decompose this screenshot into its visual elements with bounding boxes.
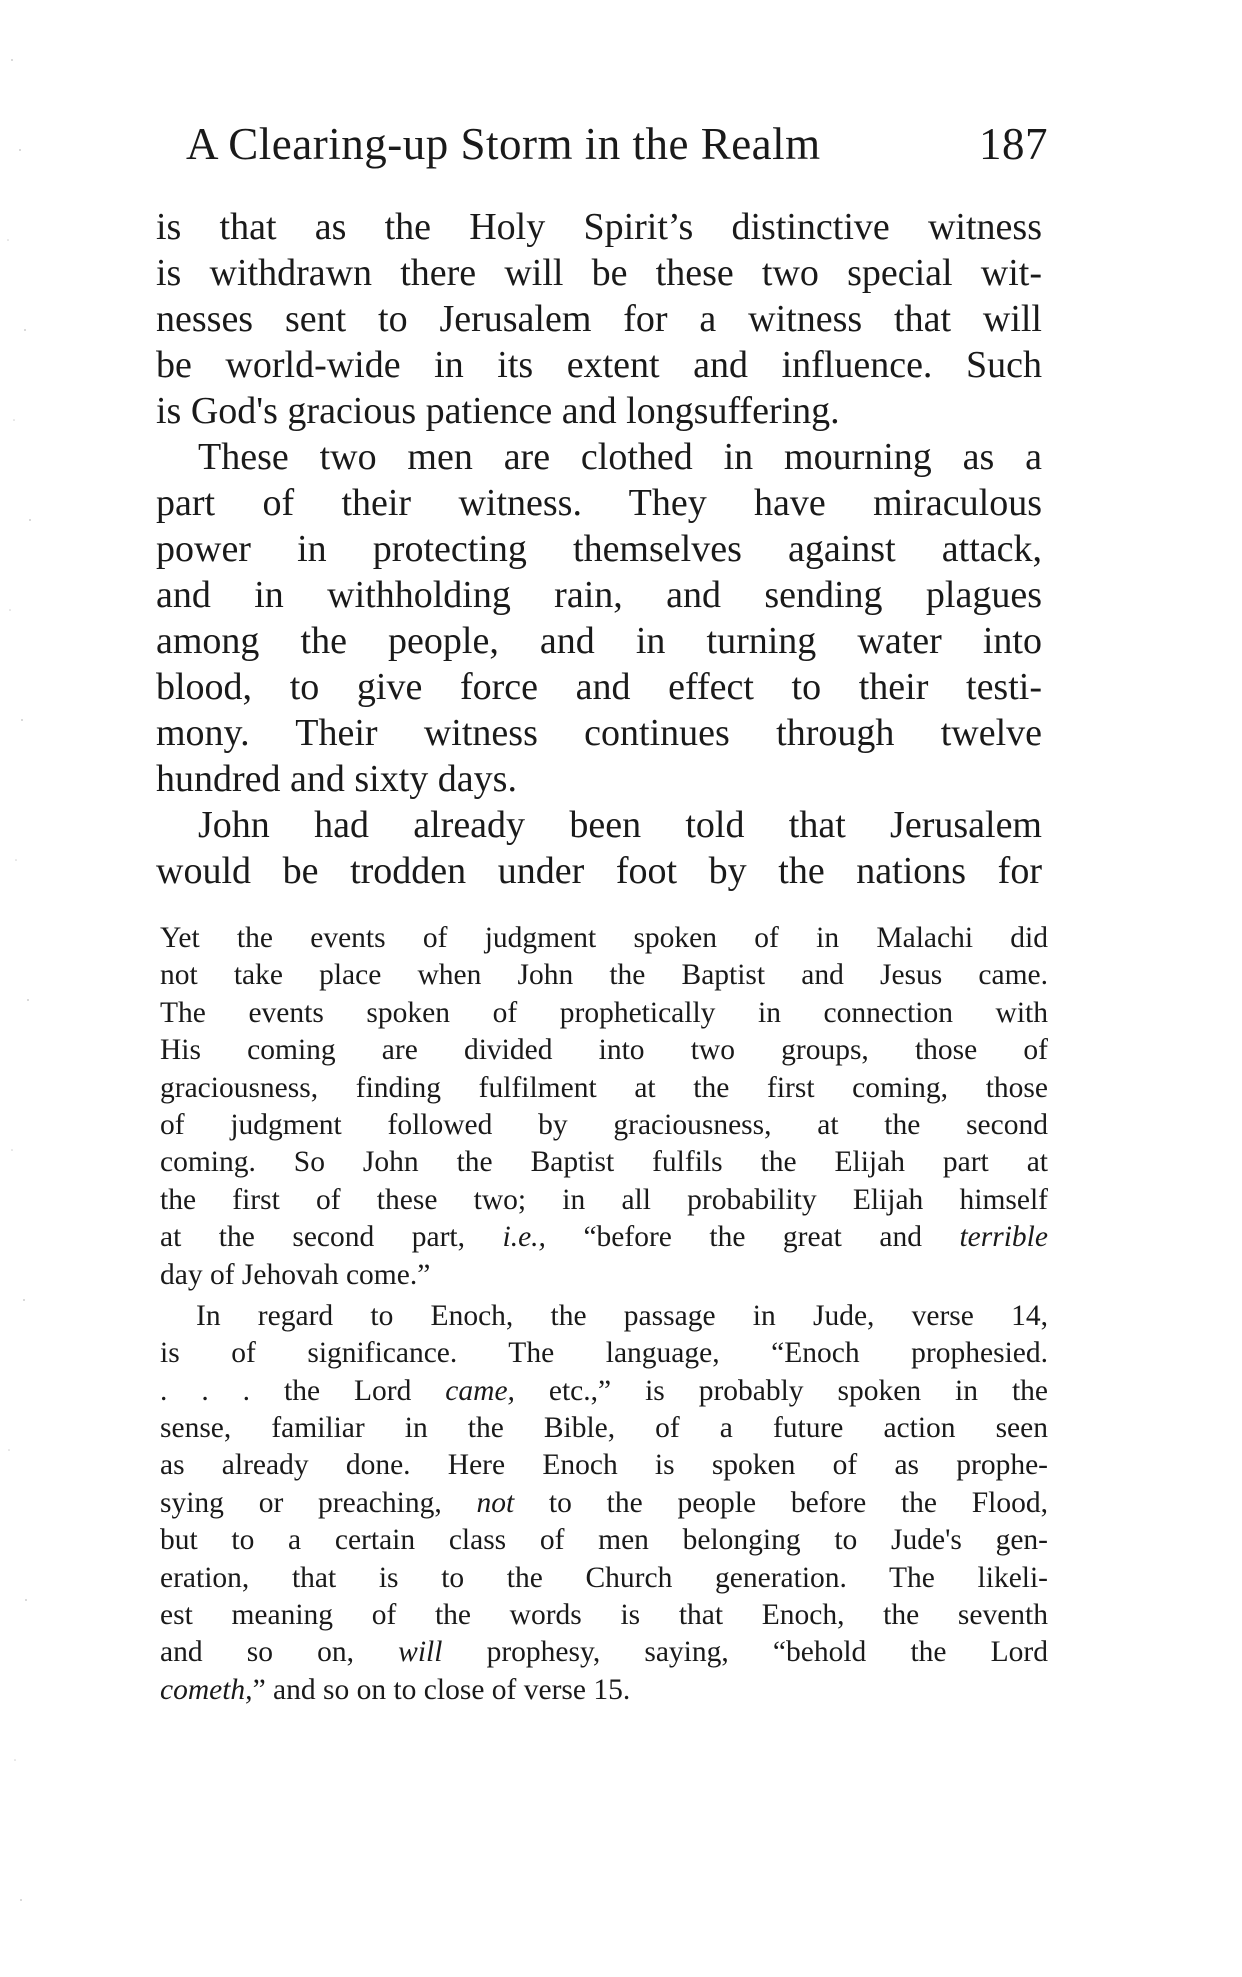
footnote-line: eration, that is to the Church generation. The likeli- bbox=[160, 1561, 1048, 1594]
footnote-text: to the people before the Flood, bbox=[514, 1486, 1048, 1519]
footnote-text: and so on, bbox=[160, 1636, 399, 1669]
page-number: 187 bbox=[979, 119, 1048, 169]
footnote-line: est meaning of the words is that Enoch, the seventh bbox=[160, 1599, 1048, 1632]
footnote-text: prophesy, saying, “behold the Lord bbox=[442, 1636, 1048, 1669]
footnote-line bbox=[160, 1373, 1048, 1410]
footnote-italic: came, bbox=[445, 1374, 515, 1407]
footnote-line: His coming are divided into two groups, those of bbox=[160, 1034, 1048, 1067]
main-text-line: is that as the Holy Spirit’s distinctive witness bbox=[156, 206, 1042, 248]
footnote-text: ” and so on to close of verse 15. bbox=[252, 1673, 631, 1706]
footnote bbox=[160, 920, 1048, 1709]
footnote-line: is of significance. The language, “Enoch prophesied. bbox=[160, 1337, 1048, 1370]
footnote-text: . . . the Lord bbox=[160, 1374, 446, 1407]
footnote-line bbox=[160, 1672, 1048, 1709]
footnote-line: of judgment followed by graciousness, at the second bbox=[160, 1108, 1048, 1141]
footnote-italic: terrible bbox=[959, 1221, 1048, 1254]
footnote-text: at the second part, bbox=[160, 1221, 503, 1254]
main-text-line: hundred and sixty days. bbox=[156, 758, 517, 800]
footnote-text: “before the great and bbox=[545, 1221, 960, 1254]
main-text-line: These two men are clothed in mourning as a bbox=[198, 436, 1042, 478]
footnote-line bbox=[160, 1634, 1048, 1671]
main-text-line: is withdrawn there will be these two special wit- bbox=[156, 252, 1042, 294]
footnote-line: The events spoken of prophetically in connection with bbox=[160, 996, 1048, 1029]
main-text-line: would be trodden under foot by the nations for bbox=[156, 850, 1042, 892]
footnote-italic: not bbox=[476, 1486, 515, 1519]
footnote-italic: cometh, bbox=[160, 1673, 253, 1706]
footnote-line bbox=[160, 1485, 1048, 1522]
footnote-italic: i.e., bbox=[502, 1221, 546, 1254]
footnote-line: sense, familiar in the Bible, of a future action seen bbox=[160, 1412, 1048, 1445]
main-text-line: John had already been told that Jerusalem bbox=[198, 804, 1042, 846]
footnote-line bbox=[160, 1219, 1048, 1256]
footnote-line: not take place when John the Baptist and Jesus came. bbox=[160, 959, 1048, 992]
main-text-line: be world-wide in its extent and influence. Such bbox=[156, 344, 1042, 386]
main-text-line: mony. Their witness continues through twelve bbox=[156, 712, 1042, 754]
footnote-line: In regard to Enoch, the passage in Jude, verse 14, bbox=[196, 1299, 1048, 1332]
main-text bbox=[156, 204, 1042, 894]
footnote-line: the first of these two; in all probability Elijah himself bbox=[160, 1183, 1048, 1216]
footnote-italic: will bbox=[398, 1636, 443, 1669]
main-text-line: blood, to give force and effect to their testi- bbox=[156, 666, 1042, 708]
footnote-line: as already done. Here Enoch is spoken of as prophe- bbox=[160, 1449, 1048, 1482]
footnote-line: Yet the events of judgment spoken of in Malachi did bbox=[160, 922, 1048, 954]
footnote-text: etc.,” is probably spoken in the bbox=[514, 1374, 1048, 1407]
main-text-line: and in withholding rain, and sending plagues bbox=[156, 574, 1042, 616]
footnote-line: graciousness, finding fulfilment at the first coming, those bbox=[160, 1071, 1048, 1104]
footnote-text: sying or preaching, bbox=[160, 1486, 477, 1519]
main-text-line: power in protecting themselves against attack, bbox=[156, 528, 1042, 570]
footnote-line: day of Jehovah come.” bbox=[160, 1258, 431, 1291]
footnote-line: coming. So John the Baptist fulfils the Elijah part at bbox=[160, 1146, 1048, 1179]
main-text-line: among the people, and in turning water into bbox=[156, 620, 1042, 662]
footnote-line: but to a certain class of men belonging to Jude's gen- bbox=[160, 1524, 1048, 1557]
main-text-line: part of their witness. They have miraculous bbox=[156, 482, 1042, 524]
running-head bbox=[186, 118, 1048, 178]
main-text-line: is God's gracious patience and longsuffering. bbox=[156, 390, 840, 432]
running-head-title: A Clearing-up Storm in the Realm bbox=[186, 119, 821, 169]
scan-edge bbox=[0, 0, 60, 1972]
main-text-line: nesses sent to Jerusalem for a witness that will bbox=[156, 298, 1042, 340]
